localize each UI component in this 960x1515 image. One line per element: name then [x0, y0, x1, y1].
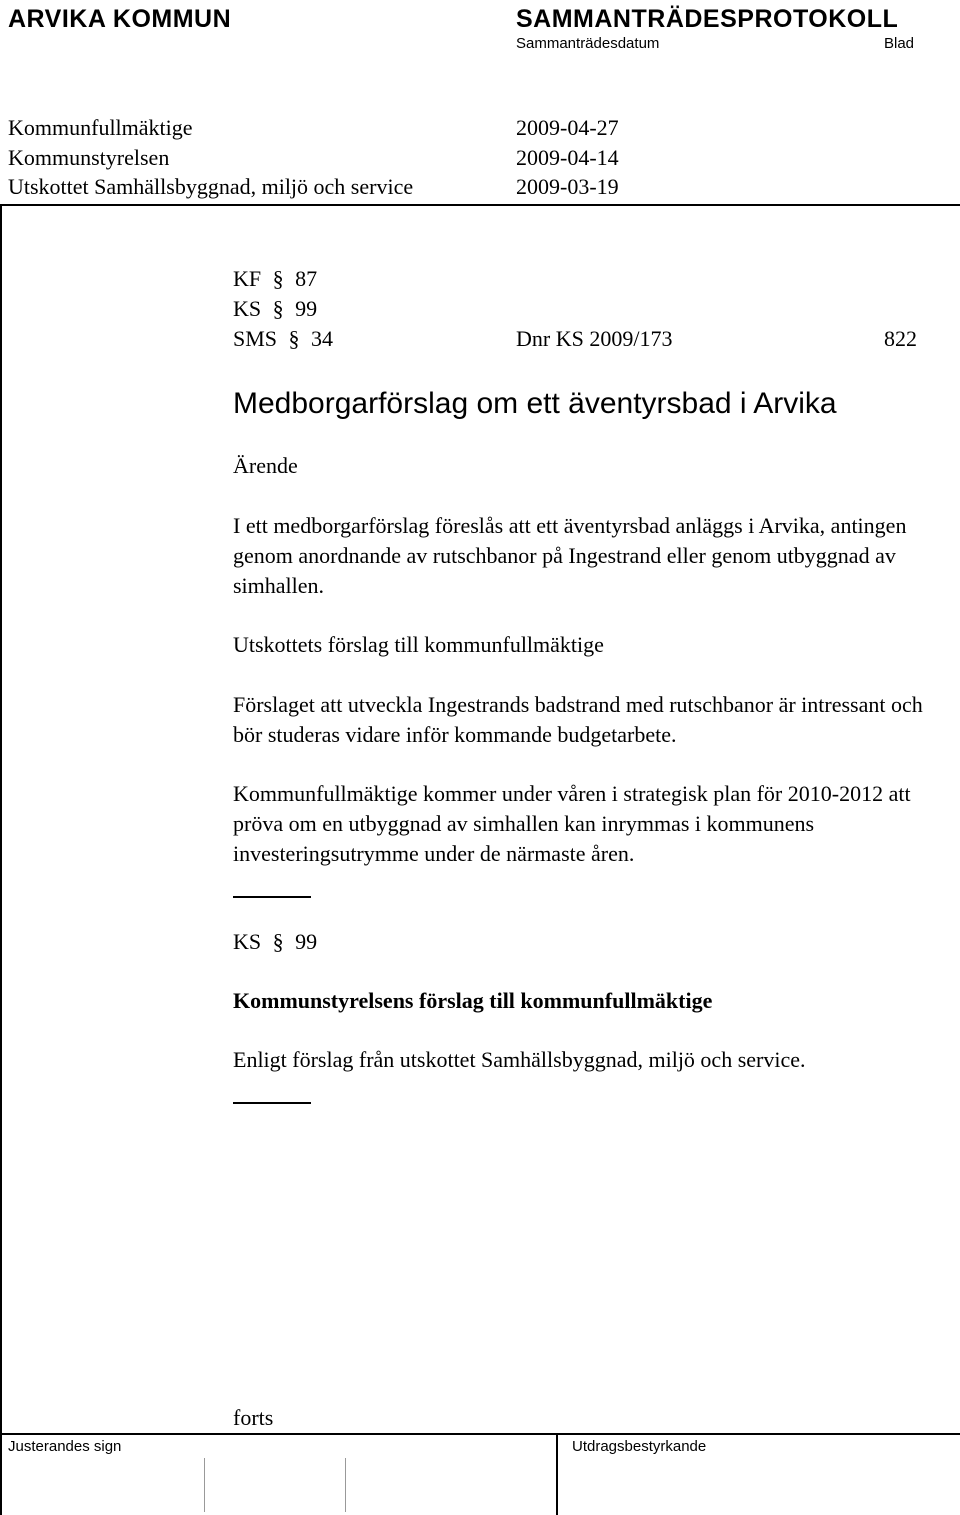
ref-code: SMS	[233, 326, 278, 351]
separator-1	[233, 896, 311, 898]
meeting-date-3: 2009-03-19	[516, 174, 619, 199]
ref-number: 99	[295, 929, 318, 954]
section-sign: §	[288, 326, 300, 351]
code-number: 822	[884, 326, 917, 351]
ref-sms	[233, 326, 333, 352]
ref-number: 99	[295, 296, 318, 321]
dnr: Dnr KS 2009/173	[516, 326, 673, 351]
ref-code: KS	[233, 929, 262, 954]
ks-text: Enligt förslag från utskottet Samhällsbyggnad, miljö och service.	[233, 1047, 806, 1072]
page-label: Blad	[884, 35, 915, 52]
utskott-para-1: Förslaget att utveckla Ingestrands badstrand med rutschbanor är intressant och bör studeras vidare inför kommande budgetarbete.	[233, 692, 923, 747]
section-sign: §	[272, 929, 284, 954]
page-title: Medborgarförslag om ett äventyrsbad i Arvika	[233, 387, 837, 420]
signature-box-divider-3	[556, 1435, 558, 1515]
section-sign: §	[272, 296, 284, 321]
signature-box-divider-2	[345, 1458, 346, 1512]
ref-code: KF	[233, 266, 262, 291]
ref-code: KS	[233, 296, 262, 321]
ref-kf	[233, 266, 317, 292]
utskott-heading: Utskottets förslag till kommunfullmäktige	[233, 632, 604, 657]
justerandes-sign-label: Justerandes sign	[8, 1438, 122, 1455]
meeting-body-2: Kommunstyrelsen	[8, 145, 170, 170]
meeting-date-2: 2009-04-14	[516, 145, 619, 170]
separator-2	[233, 1102, 311, 1104]
ref-number: 34	[311, 326, 334, 351]
top-rule	[0, 204, 960, 206]
arende-text: I ett medborgarförslag föreslås att ett äventyrsbad anläggs i Arvika, antingen genom anordnande av rutschbanor på Ingestrand eller genom utbyggnad av simhallen.	[233, 513, 907, 598]
left-frame	[0, 204, 2, 1515]
org-name: ARVIKA KOMMUN	[8, 5, 232, 33]
footer-rule	[0, 1433, 960, 1435]
ref-number: 87	[295, 266, 318, 291]
section-sign: §	[272, 266, 284, 291]
utskott-para-2: Kommunfullmäktige kommer under våren i strategisk plan för 2010-2012 att pröva om en utbyggnad av simhallen kan inrymmas i kommunens investeringsutrymme under de närmaste åren.	[233, 781, 911, 866]
ks-heading: Kommunstyrelsens förslag till kommunfullmäktige	[233, 988, 713, 1013]
ks-ref	[233, 929, 317, 955]
forts-label: forts	[233, 1405, 274, 1430]
arende-heading: Ärende	[233, 453, 298, 478]
meeting-body-1: Kommunfullmäktige	[8, 115, 193, 140]
doc-type: SAMMANTRÄDESPROTOKOLL	[516, 5, 899, 33]
meeting-date-1: 2009-04-27	[516, 115, 619, 140]
meeting-body-3: Utskottet Samhällsbyggnad, miljö och service	[8, 174, 414, 199]
utdragsbestyrkande-label: Utdragsbestyrkande	[572, 1438, 707, 1455]
date-label: Sammanträdesdatum	[516, 35, 660, 52]
signature-box-divider-1	[204, 1458, 205, 1512]
ref-ks	[233, 296, 317, 322]
